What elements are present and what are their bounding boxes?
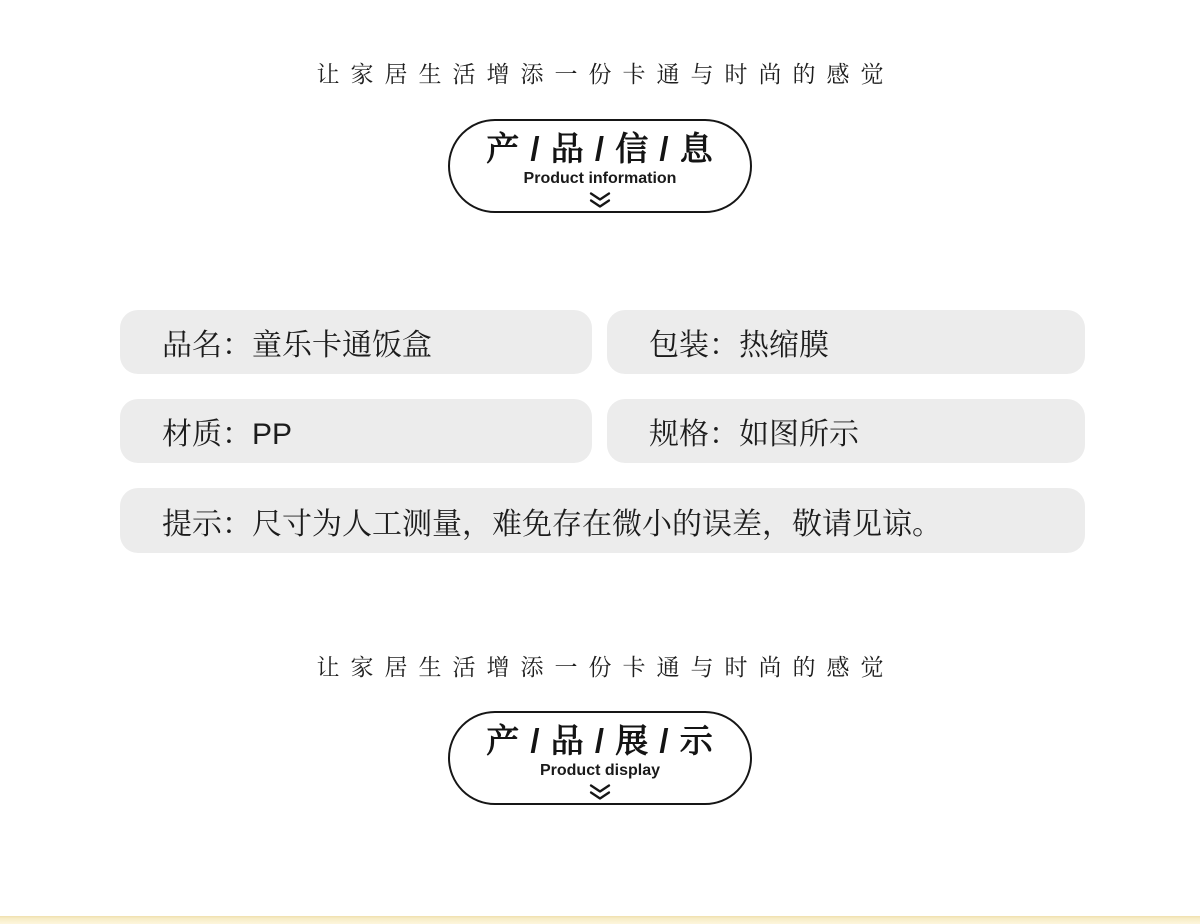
spec-grid — [120, 310, 1085, 553]
product-info-section-header — [448, 119, 752, 213]
slogan-bottom: 让家居生活增添一份卡通与时尚的感觉 — [316, 654, 895, 680]
slogan-top: 让家居生活增添一份卡通与时尚的感觉 — [316, 61, 895, 87]
double-chevron-down-icon — [587, 192, 613, 209]
bottom-accent-strip — [0, 916, 1200, 924]
product-info-subtitle: Product information — [523, 170, 677, 187]
spec-box-material: 材质：PP — [120, 399, 592, 463]
product-display-section-header — [448, 711, 752, 805]
product-display-title: 产 / 品 / 展 / 示 — [486, 722, 714, 759]
product-display-subtitle: Product display — [539, 762, 661, 779]
spec-box-product-name: 品名：童乐卡通饭盒 — [120, 310, 592, 374]
spec-box-packaging: 包装：热缩膜 — [607, 310, 1085, 374]
product-info-title: 产 / 品 / 信 / 息 — [486, 130, 714, 167]
double-chevron-down-icon — [587, 784, 613, 801]
spec-box-specification: 规格：如图所示 — [607, 399, 1085, 463]
spec-box-measurement-notice: 提示：尺寸为人工测量，难免存在微小的误差，敬请见谅。 — [120, 488, 1085, 553]
